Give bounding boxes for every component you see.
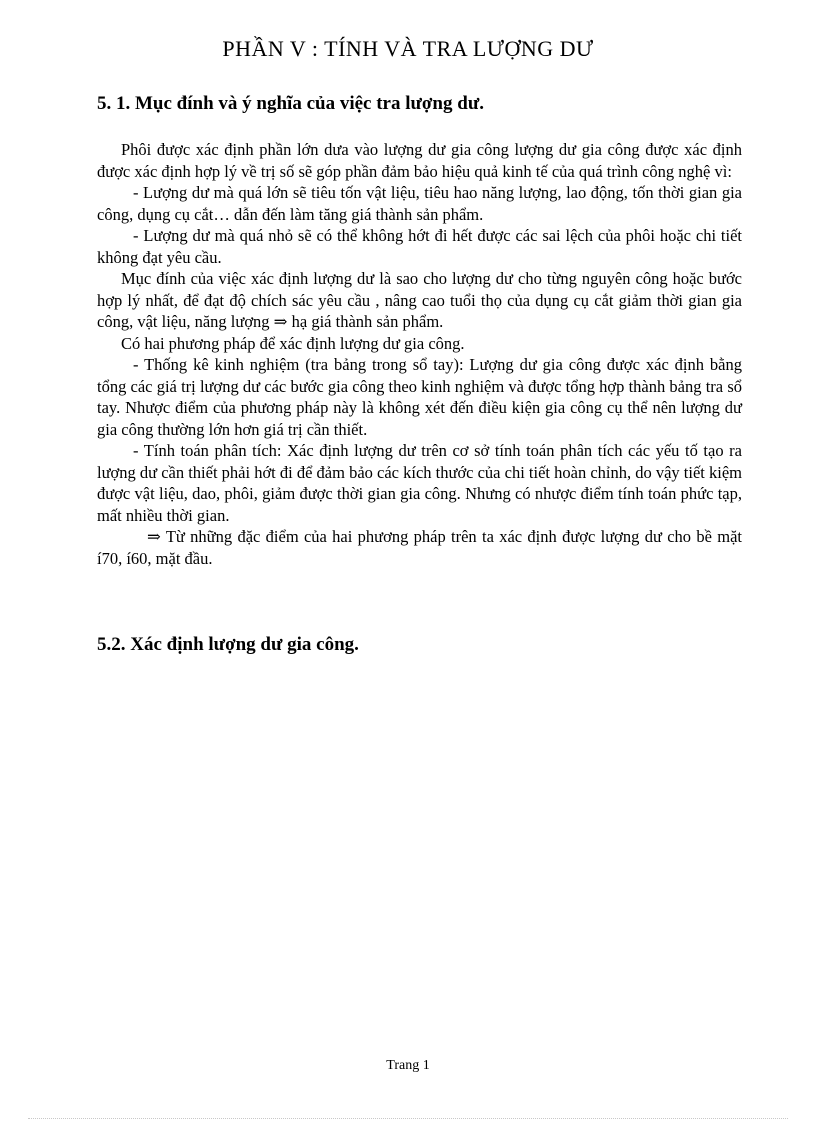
paragraph: Phôi được xác định phần lớn dưa vào lượng dư gia công lượng dư gia công được xác định được xác định hợp lý về trị số sẽ góp phần đảm bảo hiệu quả kinh tế của quá trình công nghệ vì: <box>97 140 742 181</box>
page-boundary-divider <box>28 1118 788 1119</box>
paragraph: - Lượng dư mà quá lớn sẽ tiêu tốn vật liệu, tiêu hao năng lượng, lao động, tốn thời gian gia công, dụng cụ cắt… dẫn đến làm tăng giá thành sản phẩm. <box>97 183 742 224</box>
paragraph: Mục đính của việc xác định lượng dư là sao cho lượng dư cho từng nguyên công hoặc bước hợp lý nhất, để đạt độ chích sác yêu cầu , nâng cao tuổi thọ của dụng cụ cắt giảm thời gian gia công, vật liệu, năng lượng ⇒ hạ giá thành sản phẩm. <box>97 269 742 331</box>
paragraph: ⇒ Từ những đặc điểm của hai phương pháp trên ta xác định được lượng dư cho bề mặt í70, í60, mặt đầu. <box>97 527 742 568</box>
paragraph: - Tính toán phân tích: Xác định lượng dư trên cơ sở tính toán phân tích các yếu tố tạo ra lượng dư cần thiết phải hớt đi để đảm bảo các kích thước của chi tiết hoàn chỉnh, do vậy tiết kiệm được vật liệu, dao, phôi, giảm được thời gian gia công. Nhưng có nhược điểm tính toán phức tạp, mất nhiều thời gian. <box>97 441 742 525</box>
section-heading-5-2: 5.2. Xác định lượng dư gia công. <box>97 634 359 655</box>
paragraph: - Thống kê kinh nghiệm (tra bảng trong sổ tay): Lượng dư gia công được xác định bằng tổng các giá trị lượng dư các bước gia công theo kinh nghiệm và được tổng hợp thành bảng tra sổ tay. Nhược điểm của phương pháp này là không xét đến điều kiện gia công cụ thể nên lượng dư gia công thường lớn hơn giá trị cần thiết. <box>97 355 742 439</box>
paragraph: Có hai phương pháp để xác định lượng dư gia công. <box>121 333 465 353</box>
page-number: Trang 1 <box>386 1058 430 1073</box>
section-heading-5-1: 5. 1. Mục đính và ý nghĩa của việc tra lượng dư. <box>97 93 484 114</box>
paragraph: - Lượng dư mà quá nhỏ sẽ có thể không hớt đi hết được các sai lệch của phôi hoặc chi tiết không đạt yêu cầu. <box>97 226 742 267</box>
page-title: PHẦN V : TÍNH VÀ TRA LƯỢNG DƯ <box>222 36 594 61</box>
body-text <box>97 139 742 569</box>
